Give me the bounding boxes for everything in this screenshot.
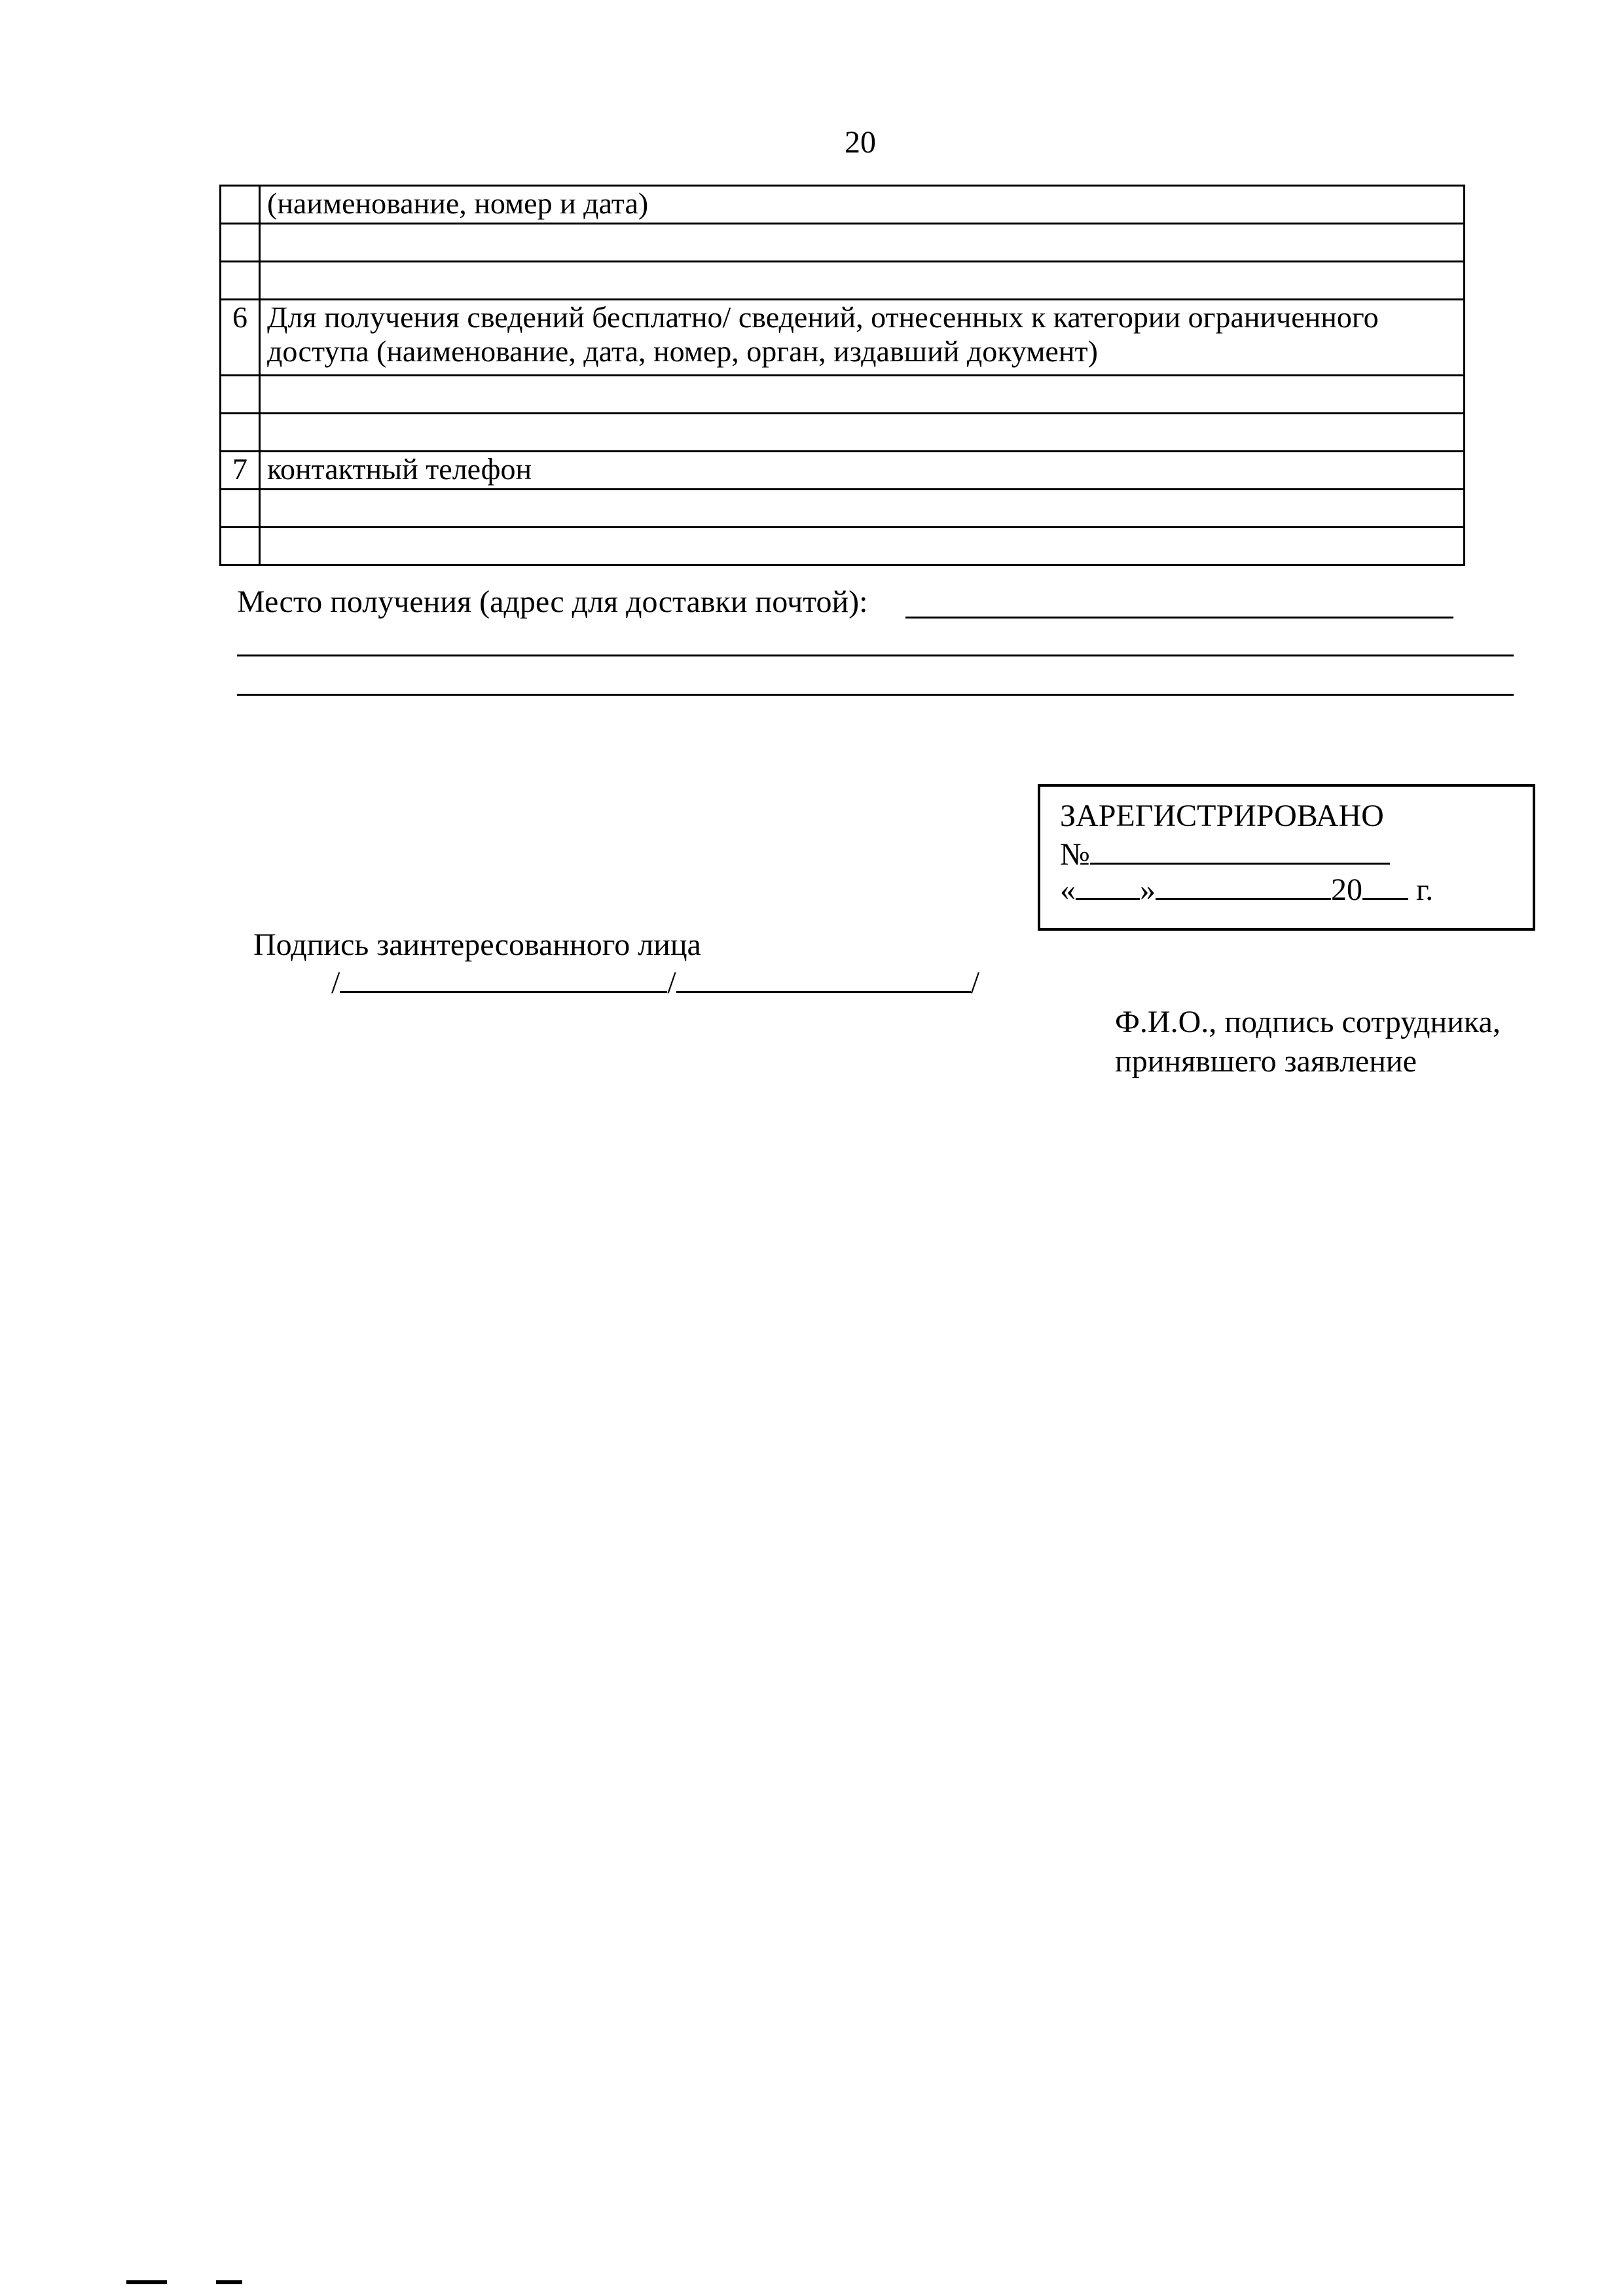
day-field[interactable] <box>1076 869 1140 900</box>
year-field[interactable] <box>1362 869 1408 900</box>
month-field[interactable] <box>1156 869 1331 900</box>
signature-label: Подпись заинтересованного лица <box>253 927 701 962</box>
employee-caption-line: Ф.И.О., подпись сотрудника, <box>1115 1005 1501 1039</box>
delivery-address-line[interactable] <box>237 655 1514 656</box>
stamp-title: ЗАРЕГИСТРИРОВАНО <box>1060 798 1384 833</box>
year-suffix: г. <box>1416 872 1434 907</box>
page-number: 20 <box>845 125 876 160</box>
delivery-address-label: Место получения (адрес для доставки почтой): <box>237 584 868 619</box>
signature-line <box>331 962 979 1001</box>
registration-stamp <box>1038 784 1535 931</box>
signature-field[interactable] <box>340 962 667 993</box>
table-row <box>221 414 1465 452</box>
row-text-cell: контактный телефон <box>260 452 1465 490</box>
row-text-cell[interactable] <box>260 224 1465 262</box>
close-quote: » <box>1140 872 1156 907</box>
stamp-date-row <box>1060 869 1533 905</box>
row-number-cell <box>221 490 260 528</box>
row-number-cell: 6 <box>221 300 260 376</box>
table-row <box>221 300 1465 376</box>
employee-caption-line: принявшего заявление <box>1115 1044 1417 1079</box>
row-text-cell[interactable] <box>260 376 1465 414</box>
table-row <box>221 376 1465 414</box>
slash: / <box>970 965 980 1000</box>
table-row <box>221 528 1465 565</box>
row-number-cell <box>221 528 260 565</box>
number-sign: № <box>1060 837 1090 872</box>
application-form-table <box>219 185 1465 566</box>
row-text-cell: (наименование, номер и дата) <box>260 186 1465 224</box>
row-text-cell: Для получения сведений бесплатно/ сведений, отнесенных к категории ограниченного доступа (наименование, дата, номер, орган, издавший документ) <box>260 300 1465 376</box>
delivery-address-line[interactable] <box>237 694 1514 696</box>
row-text-cell[interactable] <box>260 414 1465 452</box>
row-number-cell <box>221 224 260 262</box>
footer-mark <box>216 2280 242 2284</box>
slash: / <box>667 965 676 1000</box>
registration-number-field[interactable] <box>1090 834 1390 865</box>
table-row <box>221 490 1465 528</box>
year-prefix: 20 <box>1331 872 1362 907</box>
employee-caption <box>1115 1003 1501 1081</box>
open-quote: « <box>1060 872 1076 907</box>
table-row <box>221 452 1465 490</box>
row-number-cell <box>221 262 260 300</box>
delivery-address-field[interactable] <box>905 617 1453 619</box>
row-number-cell <box>221 186 260 224</box>
slash: / <box>331 965 340 1000</box>
row-number-cell: 7 <box>221 452 260 490</box>
row-number-cell <box>221 414 260 452</box>
stamp-number-row <box>1060 834 1533 872</box>
table-row <box>221 186 1465 224</box>
row-text-cell[interactable] <box>260 262 1465 300</box>
table-row <box>221 224 1465 262</box>
footer-mark <box>126 2280 167 2284</box>
row-text-cell[interactable] <box>260 528 1465 565</box>
row-number-cell <box>221 376 260 414</box>
name-field[interactable] <box>676 962 971 993</box>
row-text-cell[interactable] <box>260 490 1465 528</box>
table-row <box>221 262 1465 300</box>
